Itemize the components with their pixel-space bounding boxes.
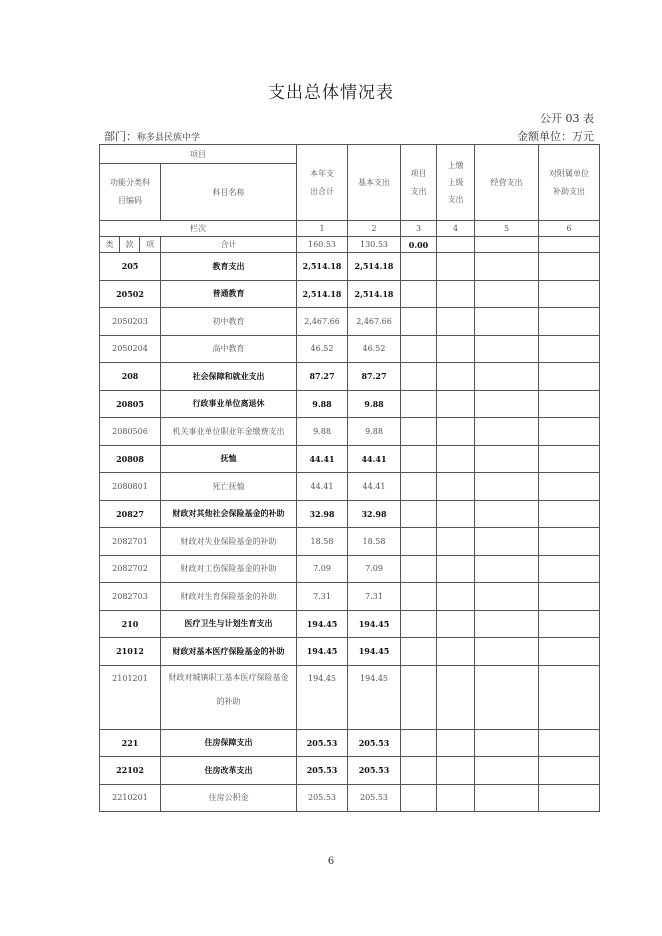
row-name: 住房公积金 xyxy=(161,784,297,812)
row-code: 21012 xyxy=(100,638,161,666)
department-label: 部门： xyxy=(104,130,137,143)
row-project-expense xyxy=(401,308,437,336)
row-code: 2080801 xyxy=(100,473,161,501)
row-project-expense xyxy=(401,757,437,785)
row-total: 18.58 xyxy=(297,528,348,556)
header-xiang: 项 xyxy=(140,237,161,253)
row-basic: 2,514.18 xyxy=(348,253,401,281)
header-lanci: 栏次 xyxy=(100,221,297,237)
row-business xyxy=(475,473,539,501)
row-basic: 194.45 xyxy=(348,638,401,666)
row-subsidy xyxy=(539,555,600,583)
row-subsidy xyxy=(539,665,600,729)
row-subsidy xyxy=(539,253,600,281)
row-name: 机关事业单位职业年金缴费支出 xyxy=(161,418,297,446)
row-basic: 44.41 xyxy=(348,473,401,501)
total-row-basic: 130.53 xyxy=(348,237,401,253)
total-row-total: 160.53 xyxy=(297,237,348,253)
row-upper xyxy=(437,500,475,528)
row-project-expense xyxy=(401,610,437,638)
row-subsidy xyxy=(539,280,600,308)
header-project: 项目 xyxy=(100,145,297,164)
department-line xyxy=(104,128,200,144)
row-business xyxy=(475,445,539,473)
col-index-6: 6 xyxy=(539,221,600,237)
row-project-expense xyxy=(401,665,437,729)
row-subsidy xyxy=(539,610,600,638)
row-name: 财政对工伤保险基金的补助 xyxy=(161,555,297,583)
col-index-1: 1 xyxy=(297,221,348,237)
row-upper xyxy=(437,308,475,336)
row-project-expense xyxy=(401,390,437,418)
row-upper xyxy=(437,335,475,363)
row-business xyxy=(475,583,539,611)
row-basic: 9.88 xyxy=(348,418,401,446)
table-row xyxy=(100,390,600,418)
row-business xyxy=(475,418,539,446)
row-name: 抚恤 xyxy=(161,445,297,473)
row-code: 2082701 xyxy=(100,528,161,556)
row-total: 9.88 xyxy=(297,390,348,418)
row-subsidy xyxy=(539,784,600,812)
page-number: 6 xyxy=(327,856,335,867)
row-project-expense xyxy=(401,528,437,556)
table-row xyxy=(100,638,600,666)
row-code: 20502 xyxy=(100,280,161,308)
row-code: 20805 xyxy=(100,390,161,418)
expenditure-table xyxy=(99,144,600,812)
total-row-business xyxy=(475,237,539,253)
row-upper xyxy=(437,555,475,583)
row-name: 财政对城镇职工基本医疗保险基金的补助 xyxy=(161,665,297,729)
header-kuan: 款 xyxy=(120,237,140,253)
row-name: 死亡抚恤 xyxy=(161,473,297,501)
row-subsidy xyxy=(539,757,600,785)
row-name: 普通教育 xyxy=(161,280,297,308)
row-basic: 7.09 xyxy=(348,555,401,583)
row-basic: 194.45 xyxy=(348,665,401,729)
header-subsidy: 对附属单位补助支出 xyxy=(539,145,600,221)
amount-unit: 金额单位：万元 xyxy=(517,130,594,143)
row-business xyxy=(475,665,539,729)
row-code: 210 xyxy=(100,610,161,638)
row-business xyxy=(475,280,539,308)
row-business xyxy=(475,610,539,638)
row-name: 教育支出 xyxy=(161,253,297,281)
table-row xyxy=(100,757,600,785)
total-row-subsidy xyxy=(539,237,600,253)
header-business: 经营支出 xyxy=(475,145,539,221)
row-basic: 205.53 xyxy=(348,729,401,757)
row-project-expense xyxy=(401,729,437,757)
department-name: 称多县民族中学 xyxy=(137,133,201,143)
row-name: 社会保障和就业支出 xyxy=(161,363,297,391)
row-upper xyxy=(437,638,475,666)
col-index-4: 4 xyxy=(437,221,475,237)
row-project-expense xyxy=(401,555,437,583)
row-project-expense xyxy=(401,335,437,363)
row-subsidy xyxy=(539,445,600,473)
row-upper xyxy=(437,418,475,446)
row-basic: 87.27 xyxy=(348,363,401,391)
row-project-expense xyxy=(401,784,437,812)
row-total: 205.53 xyxy=(297,729,348,757)
row-total: 194.45 xyxy=(297,638,348,666)
total-row-upper xyxy=(437,237,475,253)
row-basic: 46.52 xyxy=(348,335,401,363)
row-total: 87.27 xyxy=(297,363,348,391)
row-basic: 18.58 xyxy=(348,528,401,556)
row-basic: 32.98 xyxy=(348,500,401,528)
total-row-project: 0.00 xyxy=(401,237,437,253)
row-total: 9.88 xyxy=(297,418,348,446)
row-upper xyxy=(437,280,475,308)
row-name: 财政对失业保险基金的补助 xyxy=(161,528,297,556)
row-business xyxy=(475,363,539,391)
header-lei: 类 xyxy=(100,237,120,253)
header-project-expense: 项目支出 xyxy=(401,145,437,221)
table-row xyxy=(100,583,600,611)
row-business xyxy=(475,528,539,556)
row-total: 44.41 xyxy=(297,473,348,501)
table-row xyxy=(100,445,600,473)
row-code: 2080506 xyxy=(100,418,161,446)
row-total: 44.41 xyxy=(297,445,348,473)
table-row xyxy=(100,308,600,336)
row-basic: 205.53 xyxy=(348,757,401,785)
row-subsidy xyxy=(539,335,600,363)
row-business xyxy=(475,784,539,812)
row-business xyxy=(475,638,539,666)
header-name: 科目名称 xyxy=(161,164,297,221)
row-upper xyxy=(437,445,475,473)
row-total: 7.09 xyxy=(297,555,348,583)
row-name: 财政对基本医疗保险基金的补助 xyxy=(161,638,297,666)
table-row xyxy=(100,335,600,363)
row-name: 住房保障支出 xyxy=(161,729,297,757)
row-code: 2082703 xyxy=(100,583,161,611)
row-upper xyxy=(437,390,475,418)
table-row xyxy=(100,500,600,528)
row-name: 高中教育 xyxy=(161,335,297,363)
row-total: 194.45 xyxy=(297,665,348,729)
row-name: 财政对其他社会保险基金的补助 xyxy=(161,500,297,528)
header-upper: 上缴上级支出 xyxy=(437,145,475,221)
row-code: 2050204 xyxy=(100,335,161,363)
row-project-expense xyxy=(401,445,437,473)
row-total: 2,514.18 xyxy=(297,280,348,308)
row-total: 2,467.66 xyxy=(297,308,348,336)
row-project-expense xyxy=(401,418,437,446)
row-upper xyxy=(437,665,475,729)
table-row xyxy=(100,363,600,391)
row-code: 2050203 xyxy=(100,308,161,336)
row-business xyxy=(475,308,539,336)
row-subsidy xyxy=(539,363,600,391)
row-upper xyxy=(437,473,475,501)
col-index-2: 2 xyxy=(348,221,401,237)
row-name: 住房改革支出 xyxy=(161,757,297,785)
row-code: 2101201 xyxy=(100,665,161,729)
row-project-expense xyxy=(401,583,437,611)
row-code: 20827 xyxy=(100,500,161,528)
row-basic: 2,514.18 xyxy=(348,280,401,308)
row-subsidy xyxy=(539,729,600,757)
row-code: 221 xyxy=(100,729,161,757)
row-subsidy xyxy=(539,528,600,556)
row-upper xyxy=(437,784,475,812)
row-project-expense xyxy=(401,280,437,308)
row-name: 财政对生育保险基金的补助 xyxy=(161,583,297,611)
row-total: 205.53 xyxy=(297,757,348,785)
table-row xyxy=(100,253,600,281)
row-name: 行政事业单位离退休 xyxy=(161,390,297,418)
header-code: 功能分类科目编码 xyxy=(100,164,161,221)
row-project-expense xyxy=(401,363,437,391)
row-code: 22102 xyxy=(100,757,161,785)
header-basic: 基本支出 xyxy=(348,145,401,221)
form-number: 公开 03 表 xyxy=(540,112,594,125)
row-upper xyxy=(437,757,475,785)
col-index-5: 5 xyxy=(475,221,539,237)
header-heji: 合计 xyxy=(161,237,297,253)
row-code: 20808 xyxy=(100,445,161,473)
row-total: 2,514.18 xyxy=(297,253,348,281)
row-business xyxy=(475,757,539,785)
row-total: 32.98 xyxy=(297,500,348,528)
row-project-expense xyxy=(401,500,437,528)
row-code: 2082702 xyxy=(100,555,161,583)
row-total: 46.52 xyxy=(297,335,348,363)
table-row xyxy=(100,473,600,501)
row-upper xyxy=(437,583,475,611)
row-total: 205.53 xyxy=(297,784,348,812)
table-row xyxy=(100,555,600,583)
row-code: 208 xyxy=(100,363,161,391)
table-row xyxy=(100,784,600,812)
row-basic: 2,467.66 xyxy=(348,308,401,336)
row-business xyxy=(475,555,539,583)
row-subsidy xyxy=(539,308,600,336)
row-upper xyxy=(437,253,475,281)
row-subsidy xyxy=(539,473,600,501)
table-row xyxy=(100,610,600,638)
row-code: 2210201 xyxy=(100,784,161,812)
row-business xyxy=(475,335,539,363)
table-row xyxy=(100,729,600,757)
row-basic: 205.53 xyxy=(348,784,401,812)
row-name: 初中教育 xyxy=(161,308,297,336)
table-row xyxy=(100,418,600,446)
page-title: 支出总体情况表 xyxy=(268,83,394,103)
row-basic: 194.45 xyxy=(348,610,401,638)
row-upper xyxy=(437,610,475,638)
row-upper xyxy=(437,729,475,757)
header-total: 本年支出合计 xyxy=(297,145,348,221)
row-subsidy xyxy=(539,638,600,666)
row-project-expense xyxy=(401,253,437,281)
row-subsidy xyxy=(539,500,600,528)
row-upper xyxy=(437,363,475,391)
row-business xyxy=(475,500,539,528)
row-subsidy xyxy=(539,390,600,418)
row-basic: 44.41 xyxy=(348,445,401,473)
table-row xyxy=(100,528,600,556)
row-project-expense xyxy=(401,473,437,501)
row-subsidy xyxy=(539,583,600,611)
row-total: 7.31 xyxy=(297,583,348,611)
row-name: 医疗卫生与计划生育支出 xyxy=(161,610,297,638)
col-index-3: 3 xyxy=(401,221,437,237)
row-total: 194.45 xyxy=(297,610,348,638)
row-upper xyxy=(437,528,475,556)
row-business xyxy=(475,253,539,281)
row-business xyxy=(475,729,539,757)
row-basic: 7.31 xyxy=(348,583,401,611)
table-row xyxy=(100,665,600,729)
row-basic: 9.88 xyxy=(348,390,401,418)
row-project-expense xyxy=(401,638,437,666)
row-subsidy xyxy=(539,418,600,446)
row-business xyxy=(475,390,539,418)
row-code: 205 xyxy=(100,253,161,281)
table-row xyxy=(100,280,600,308)
